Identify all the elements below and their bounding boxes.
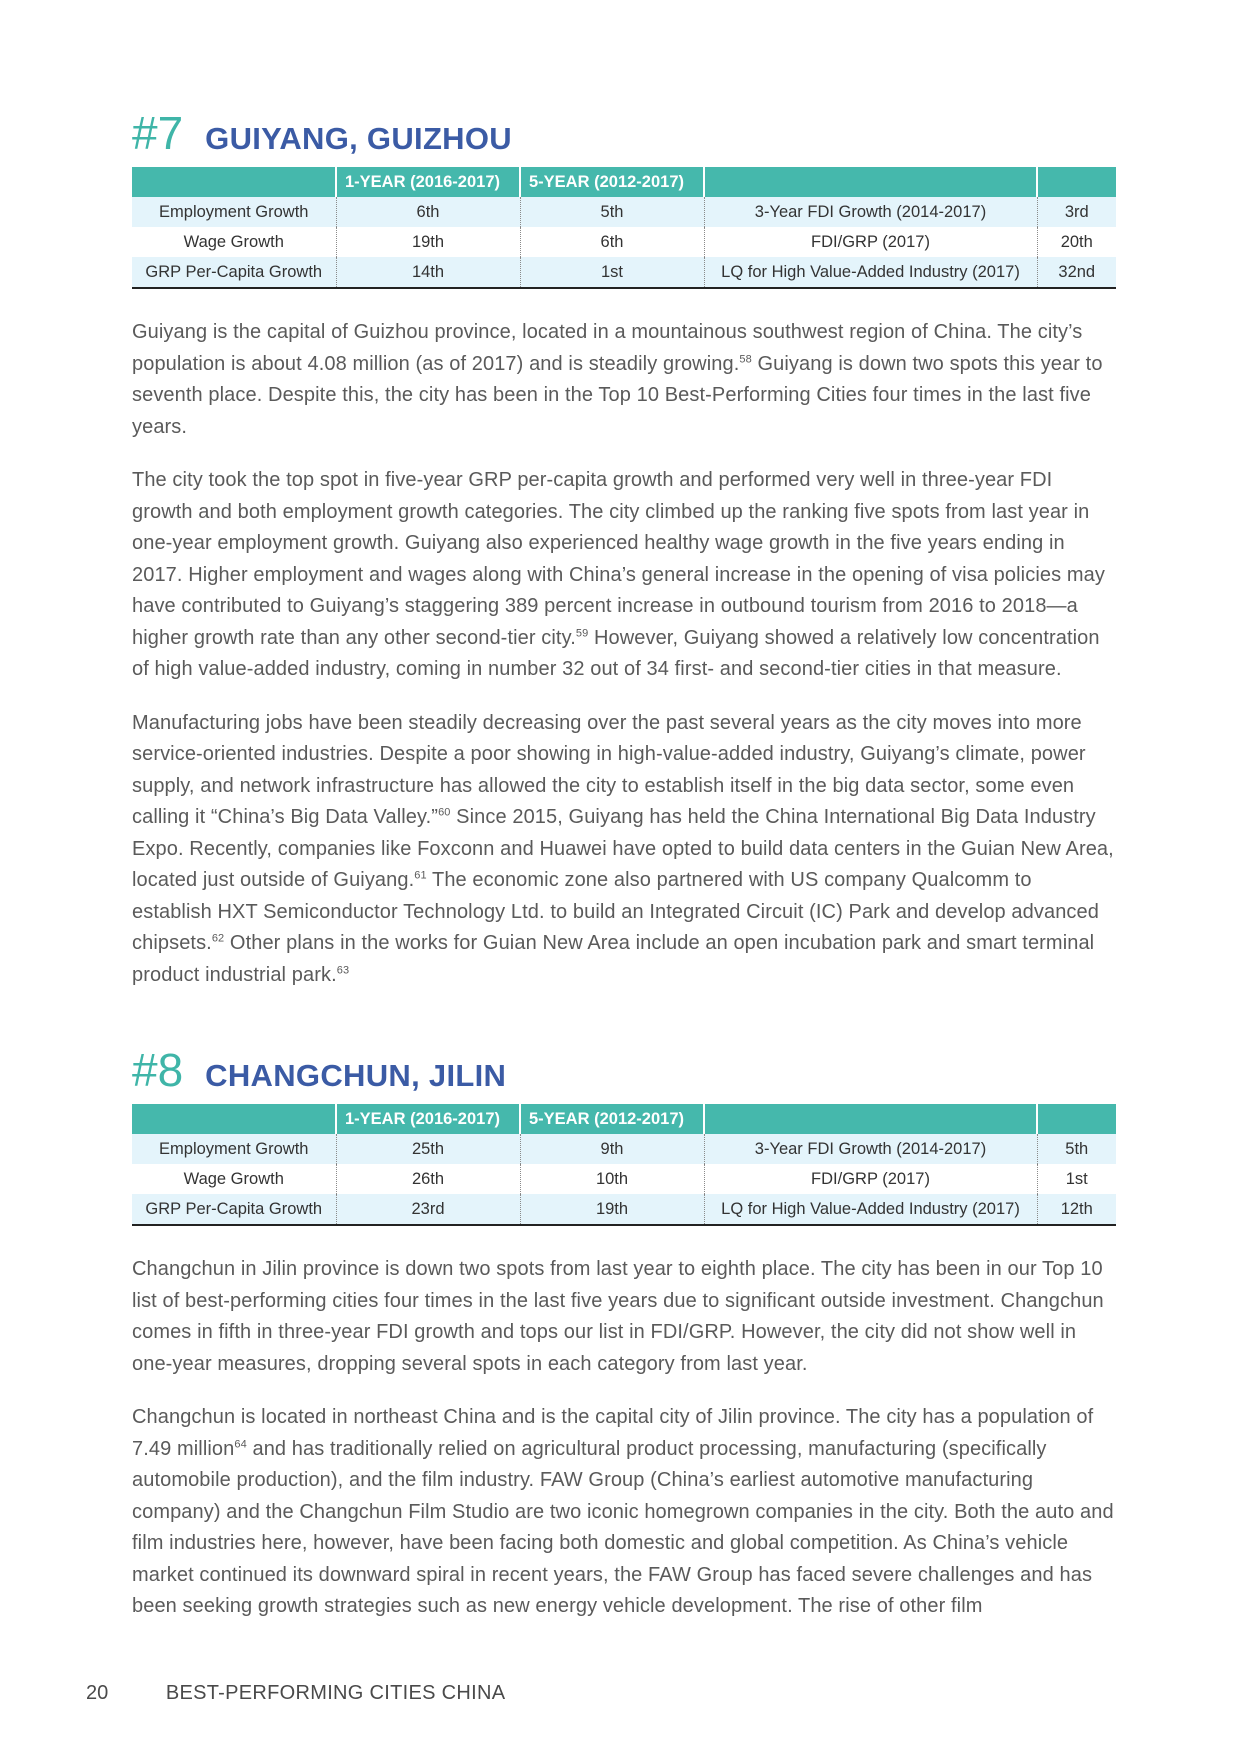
ranking-table	[132, 167, 1116, 289]
report-title: BEST-PERFORMING CITIES CHINA	[165, 1682, 506, 1704]
table-cell: LQ for High Value-Added Industry (2017)	[704, 257, 1037, 288]
table-cell: 32nd	[1037, 257, 1116, 288]
table-row	[132, 1134, 1116, 1164]
section-guiyang	[132, 103, 1116, 1013]
table-cell: Wage Growth	[132, 1164, 336, 1194]
section-heading	[132, 1040, 1116, 1100]
table-row	[132, 227, 1116, 257]
table-cell: FDI/GRP (2017)	[704, 227, 1037, 257]
table-cell: 23rd	[336, 1194, 520, 1225]
table-cell: 6th	[520, 227, 704, 257]
table-cell: 12th	[1037, 1194, 1116, 1225]
table-cell: 3rd	[1037, 197, 1116, 227]
page-number: 20	[86, 1682, 109, 1704]
table-cell: Wage Growth	[132, 227, 336, 257]
footnote-ref: 62	[211, 932, 225, 945]
table-header	[704, 167, 1037, 197]
table-header	[132, 167, 336, 197]
footnote-ref: 60	[438, 806, 451, 819]
table-cell: FDI/GRP (2017)	[704, 1164, 1037, 1194]
paragraph: Changchun in Jilin province is down two spots from last year to eighth place. The city has been in our Top 10 list of best-performing cities four times in the last five years due to significant outside investment. Changchun comes in fifth in three-year FDI growth and tops our list in FDI/GRP. However, the city did not show well in one-year measures, dropping several spots in each category from last year.	[132, 1258, 1104, 1375]
paragraph: Guiyang is the capital of Guizhou province, located in a mountainous southwest region of China. The city’s population is about 4.08 million (as of 2017) and is steadily growing.$^{58}$ Guiyang is down two spots this year to seventh place. Despite this, the city has been in the Top 10 Best-Performing Cities four times in the last five years.	[132, 321, 1103, 438]
table-cell: Employment Growth	[132, 1134, 336, 1164]
table-row	[132, 257, 1116, 288]
table-cell: 6th	[336, 197, 520, 227]
rank-number: #8	[132, 1044, 184, 1096]
page-footer	[86, 1682, 505, 1705]
footnote-ref: 61	[414, 869, 427, 882]
table-cell: 25th	[336, 1134, 520, 1164]
table-cell: 10th	[520, 1164, 704, 1194]
ranking-table	[132, 1104, 1116, 1226]
table-cell: GRP Per-Capita Growth	[132, 257, 336, 288]
table-cell: 19th	[336, 227, 520, 257]
table-header	[1037, 167, 1116, 197]
table-header	[704, 1104, 1037, 1134]
body-text	[132, 1254, 1116, 1623]
table-cell: Employment Growth	[132, 197, 336, 227]
footnote-ref: 64	[234, 1437, 247, 1450]
table-cell: 26th	[336, 1164, 520, 1194]
section-changchun	[132, 1040, 1116, 1645]
paragraph: Changchun is located in northeast China and is the capital city of Jilin province. The city has a population of 7.49 million$^{64}$ and has traditionally relied on agricultural product processing, manufacturing (specifically automobile production), and the film industry. FAW Group (China’s earliest automotive manufacturing company) and the Changchun Film Studio are two iconic homegrown companies in the city. Both the auto and film industries here, however, have been facing both domestic and global competition. As China’s vehicle market continued its downward spiral in recent years, the FAW Group has faced severe challenges and has been seeking growth strategies such as new energy vehicle development. The rise of other film	[132, 1406, 1114, 1617]
table-header-row	[132, 167, 1116, 197]
table-cell: 1st	[1065, 1169, 1088, 1188]
rank-number: #7	[132, 107, 184, 159]
paragraph: Manufacturing jobs have been steadily decreasing over the past several years as the city moves into more service-oriented industries. Despite a poor showing in high-value-added industry, Guiyang’s climate, power supply, and network infrastructure has allowed the city to establish itself in the big data sector, some even calling it “China’s Big Data Valley.”$^{60}$ Since 2015, Guiyang has held the China International Big Data Industry Expo. Recently, companies like Foxconn and Huawei have opted to build data centers in the Guian New Area, located just outside of Guiyang.$^{61}$ The economic zone also partnered with US company Qualcomm to establish HXT Semiconductor Technology Ltd. to build an Integrated Circuit (IC) Park and develop advanced chipsets.$^{62}$ Other plans in the works for Guian New Area include an open incubation park and smart terminal product industrial park.$^{63}$	[132, 711, 1114, 986]
table-header: 1-YEAR (2016-2017)	[336, 167, 520, 197]
footnote-ref: 58	[739, 352, 752, 365]
table-header: 5-YEAR (2012-2017)	[520, 1104, 704, 1134]
table-cell: 9th	[520, 1134, 704, 1164]
body-text	[132, 317, 1116, 991]
table-cell: GRP Per-Capita Growth	[132, 1194, 336, 1225]
table-cell: 3-Year FDI Growth (2014-2017)	[704, 197, 1037, 227]
table-row	[132, 1194, 1116, 1225]
section-heading	[132, 103, 1116, 163]
table-cell: 14th	[336, 257, 520, 288]
table-header	[132, 1104, 336, 1134]
paragraph: The city took the top spot in five-year GRP per-capita growth and performed very well in three-year FDI growth and both employment growth categories. The city climbed up the ranking five spots from last year in one-year employment growth. Guiyang also experienced healthy wage growth in the five years ending in 2017. Higher employment and wages along with China’s general increase in the opening of visa policies may have contributed to Guiyang’s staggering 389 percent increase in outbound tourism from 2016 to 2018—a higher growth rate than any other second-tier city.$^{59}$ However, Guiyang showed a relatively low concentration of high value-added industry, coming in number 32 out of 34 first- and second-tier cities in that measure.	[132, 469, 1105, 680]
table-header-row	[132, 1104, 1116, 1134]
footnote-ref: 59	[575, 626, 589, 639]
table-header: 1-YEAR (2016-2017)	[336, 1104, 520, 1134]
table-header: 5-YEAR (2012-2017)	[520, 167, 704, 197]
footnote-ref: 63	[336, 963, 350, 976]
table-cell: LQ for High Value-Added Industry (2017)	[704, 1194, 1037, 1225]
table-cell: 5th	[520, 197, 704, 227]
table-row	[132, 197, 1116, 227]
table-header	[1037, 1104, 1116, 1134]
city-title: CHANGCHUN, JILIN	[205, 1058, 507, 1093]
table-cell: 5th	[1037, 1134, 1116, 1164]
city-title: GUIYANG, GUIZHOU	[205, 121, 512, 156]
table-cell: 20th	[1060, 232, 1093, 251]
table-cell: 19th	[520, 1194, 704, 1225]
table-cell: 3-Year FDI Growth (2014-2017)	[704, 1134, 1037, 1164]
table-cell: 1st	[520, 257, 704, 288]
table-row	[132, 1164, 1116, 1194]
